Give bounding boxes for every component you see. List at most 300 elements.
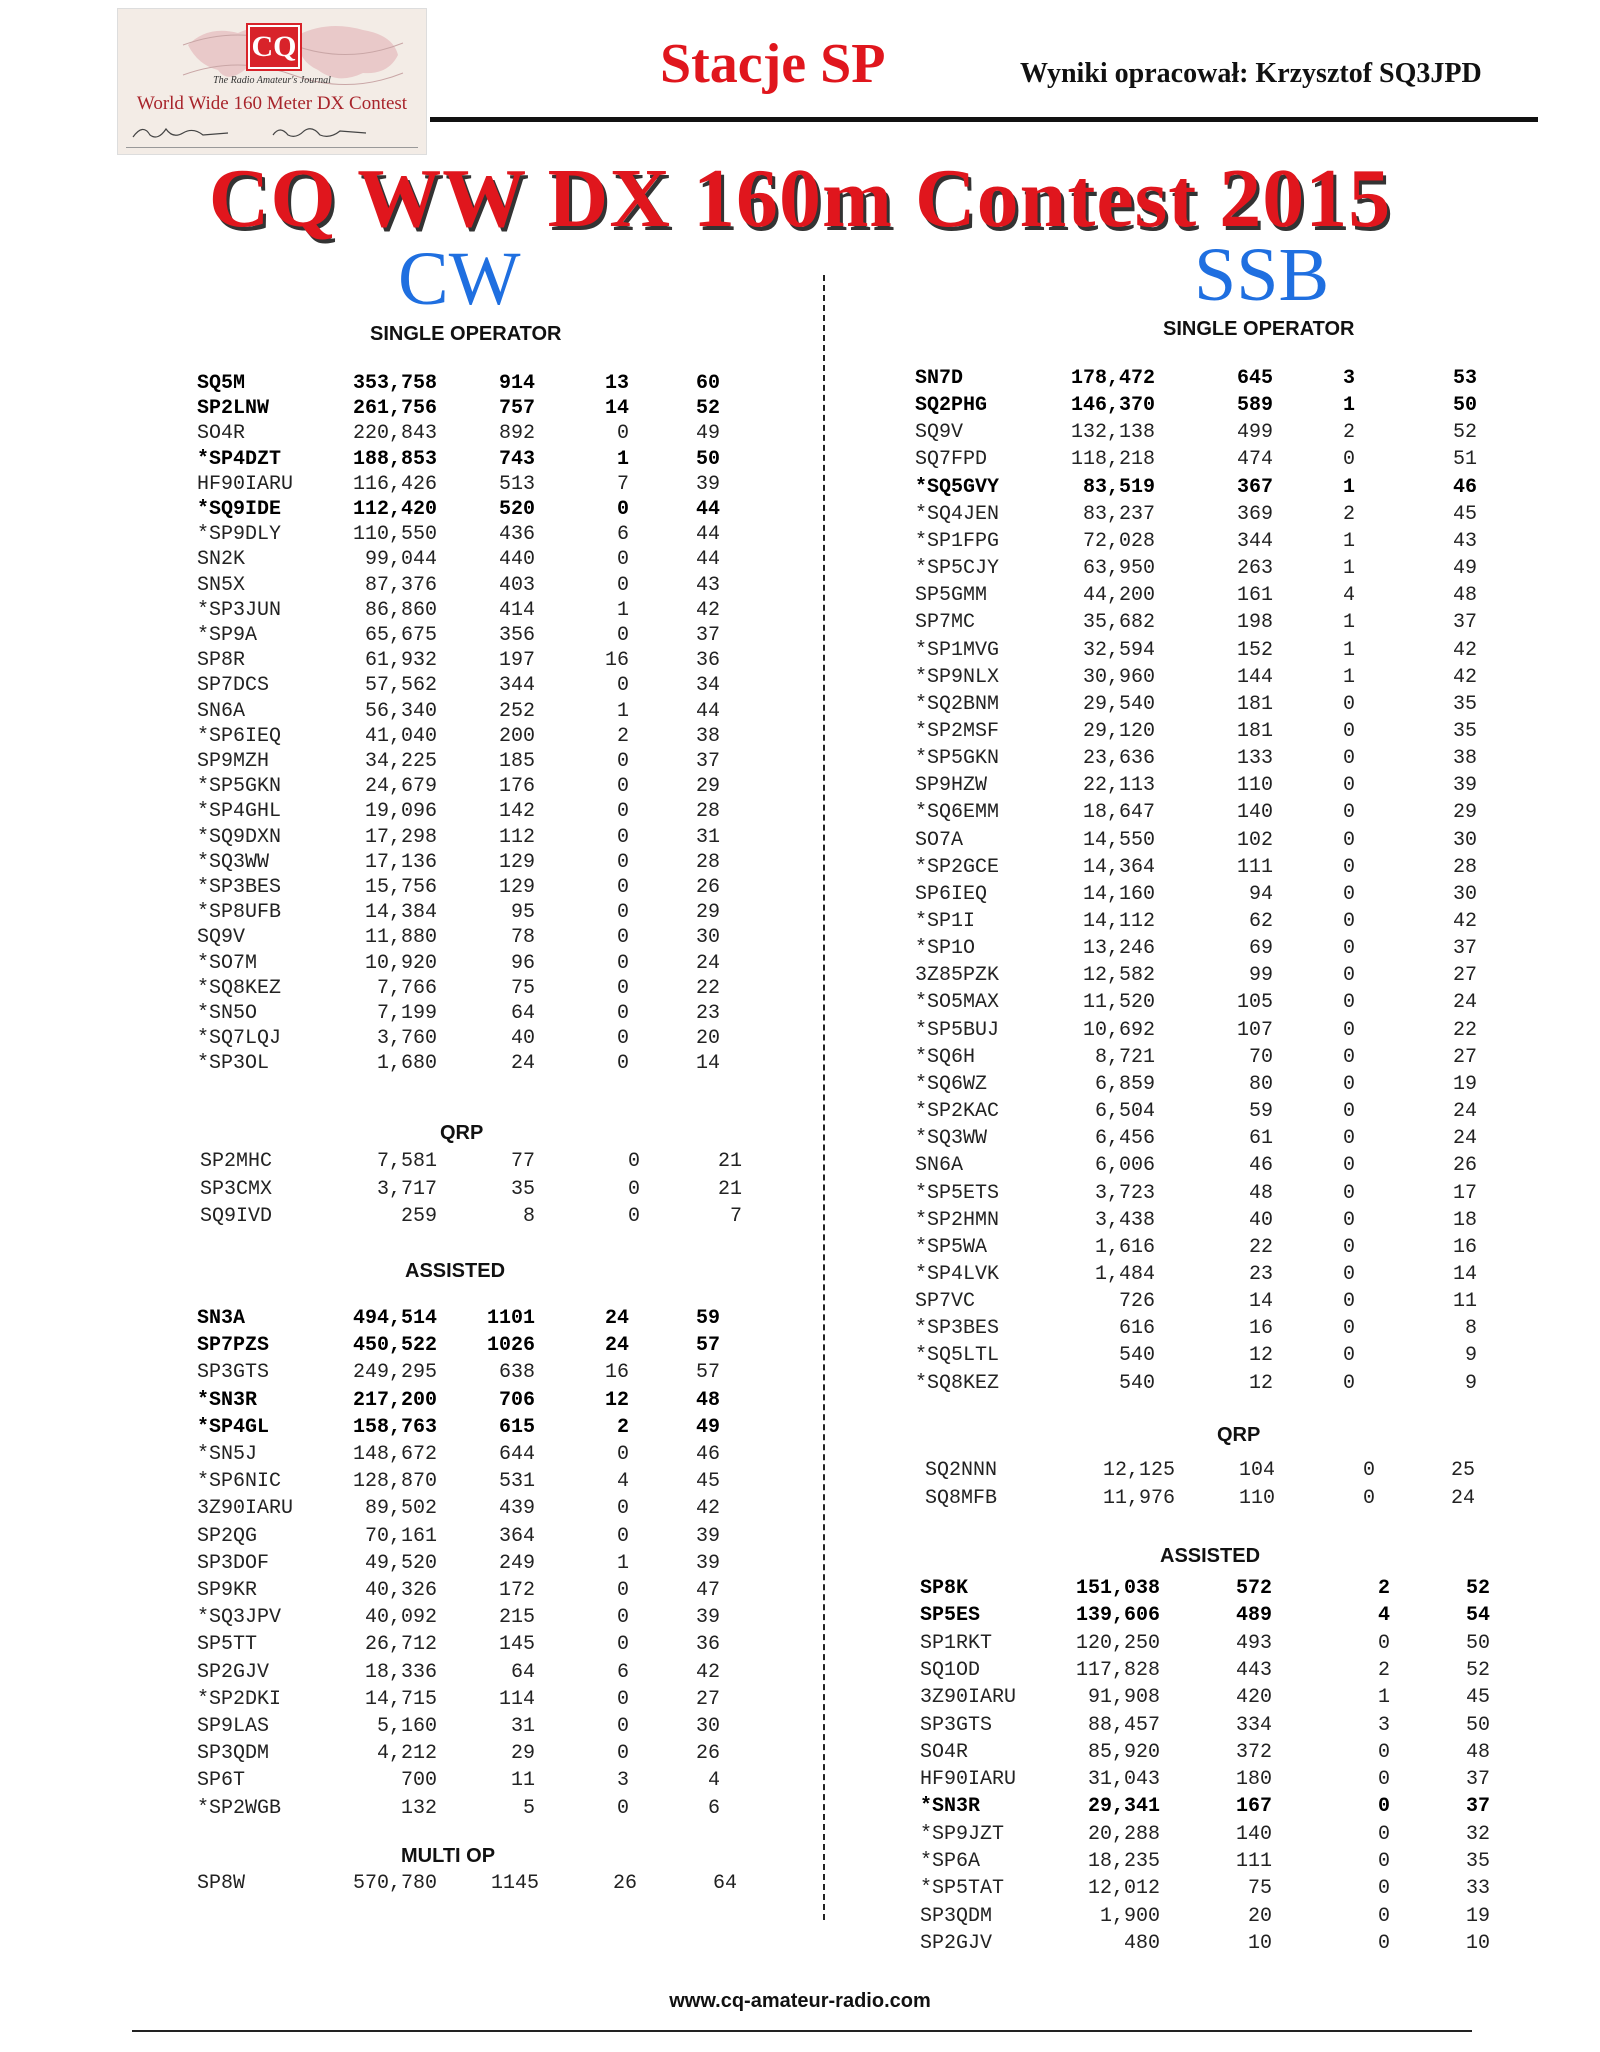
qsos-cell: 420 [1235,1686,1272,1709]
cq-160m-contest-logo [117,8,427,155]
qsos-cell: 23 [1248,1263,1273,1286]
qsos-cell: 252 [498,700,535,723]
zones-cell: 0 [1342,720,1355,743]
score-cell: 5,160 [376,1715,437,1738]
callsign-cell: SP2LNW [197,397,270,420]
qsos-cell: 64 [510,1002,535,1025]
callsign-cell: SP3DOF [197,1552,270,1575]
score-cell: 91,908 [1087,1686,1160,1709]
qsos-cell: 16 [1248,1317,1273,1340]
zones-cell: 0 [627,1178,640,1201]
zones-cell: 0 [616,1688,629,1711]
zones-cell: 2 [1342,503,1355,526]
table-row [197,1579,730,1605]
zones-cell: 0 [616,1027,629,1050]
callsign-cell: *SP3BES [915,1317,1000,1340]
table-row [197,1361,730,1387]
zones-cell: 0 [1342,1344,1355,1367]
qsos-cell: 356 [498,624,535,647]
callsign-cell: *SO5MAX [915,991,1000,1014]
qsos-cell: 589 [1236,394,1273,417]
qsos-cell: 70 [1248,1046,1273,1069]
table-row [915,1344,1487,1370]
cw-assisted-heading: ASSISTED [405,1260,506,1282]
zones-cell: 0 [1342,1372,1355,1395]
countries-cell: 28 [695,800,720,823]
qsos-cell: 140 [1235,1823,1272,1846]
score-cell: 128,870 [352,1470,437,1493]
countries-cell: 29 [1452,801,1477,824]
table-row [915,421,1487,447]
score-cell: 570,780 [352,1872,437,1895]
qsos-cell: 14 [1248,1290,1273,1313]
countries-cell: 10 [1465,1932,1490,1955]
callsign-cell: SP9KR [197,1579,258,1602]
table-row [197,775,730,801]
zones-cell: 1 [1342,394,1355,417]
countries-cell: 52 [695,397,720,420]
callsign-cell: *SP9NLX [915,666,1000,689]
callsign-cell: *SP9JZT [920,1823,1005,1846]
table-row [197,800,730,826]
header-rule [430,117,1538,122]
table-row [197,1552,730,1578]
countries-cell: 9 [1464,1344,1477,1367]
table-row [915,1182,1487,1208]
zones-cell: 1 [616,599,629,622]
zones-cell: 3 [1342,367,1355,390]
table-row [915,584,1487,610]
countries-cell: 23 [695,1002,720,1025]
zones-cell: 0 [1342,1263,1355,1286]
zones-cell: 0 [616,574,629,597]
score-cell: 83,237 [1082,503,1155,526]
zones-cell: 0 [1342,1154,1355,1177]
callsign-cell: SP7VC [915,1290,976,1313]
zones-cell: 0 [1342,1290,1355,1313]
qsos-cell: 439 [498,1497,535,1520]
table-row [197,1525,730,1551]
qsos-cell: 111 [1235,1850,1272,1873]
callsign-cell: SP8W [197,1872,246,1895]
table-row [200,1150,752,1176]
score-cell: 540 [1118,1344,1155,1367]
score-cell: 117,828 [1075,1659,1160,1682]
countries-cell: 36 [695,649,720,672]
zones-cell: 0 [1342,1209,1355,1232]
countries-cell: 50 [695,448,720,471]
callsign-cell: SP9HZW [915,774,988,797]
qsos-cell: 198 [1236,611,1273,634]
qsos-cell: 181 [1236,693,1273,716]
zones-cell: 24 [604,1307,629,1330]
callsign-cell: SP8R [197,649,246,672]
zones-cell: 0 [616,1579,629,1602]
zones-cell: 0 [1377,1823,1390,1846]
callsign-cell: *SN5O [197,1002,258,1025]
score-cell: 17,136 [364,851,437,874]
qsos-cell: 181 [1236,720,1273,743]
countries-cell: 6 [707,1797,720,1820]
zones-cell: 0 [1342,1100,1355,1123]
qsos-cell: 364 [498,1525,535,1548]
zones-cell: 0 [1377,1905,1390,1928]
score-cell: 151,038 [1075,1577,1160,1600]
score-cell: 3,760 [376,1027,437,1050]
countries-cell: 24 [1452,1127,1477,1150]
qsos-cell: 20 [1247,1905,1272,1928]
qsos-cell: 372 [1235,1741,1272,1764]
zones-cell: 0 [616,422,629,445]
score-cell: 70,161 [364,1525,437,1548]
countries-cell: 21 [717,1150,742,1173]
qsos-cell: 31 [510,1715,535,1738]
table-row [197,851,730,877]
qsos-cell: 133 [1236,747,1273,770]
score-cell: 18,647 [1082,801,1155,824]
score-cell: 72,028 [1082,530,1155,553]
zones-cell: 4 [1377,1604,1390,1627]
qsos-cell: 46 [1248,1154,1273,1177]
cw-single-op-heading: SINGLE OPERATOR [370,323,562,345]
qsos-cell: 11 [510,1769,535,1792]
table-row [920,1632,1500,1658]
zones-cell: 0 [1342,1127,1355,1150]
table-row [915,1317,1487,1343]
table-row [197,674,730,700]
table-row [920,1577,1500,1603]
callsign-cell: SP3CMX [200,1178,273,1201]
table-row [197,700,730,726]
score-cell: 34,225 [364,750,437,773]
table-row [915,1100,1487,1126]
callsign-cell: SP7PZS [197,1334,270,1357]
qsos-cell: 263 [1236,557,1273,580]
zones-cell: 0 [616,1797,629,1820]
callsign-cell: SP2QG [197,1525,258,1548]
score-cell: 99,044 [364,548,437,571]
countries-cell: 11 [1452,1290,1477,1313]
zones-cell: 6 [616,523,629,546]
countries-cell: 37 [695,624,720,647]
qsos-cell: 914 [498,372,535,395]
countries-cell: 45 [695,1470,720,1493]
countries-cell: 24 [1452,1100,1477,1123]
callsign-cell: SN3A [197,1307,246,1330]
table-row [915,367,1487,393]
score-cell: 30,960 [1082,666,1155,689]
qsos-cell: 644 [498,1443,535,1466]
countries-cell: 50 [1465,1632,1490,1655]
qsos-cell: 414 [498,599,535,622]
table-row [920,1795,1500,1821]
qsos-cell: 493 [1235,1632,1272,1655]
table-row [197,574,730,600]
qsos-cell: 615 [498,1416,535,1439]
countries-cell: 36 [695,1633,720,1656]
countries-cell: 30 [1452,829,1477,852]
table-row [197,1661,730,1687]
callsign-cell: *SN5J [197,1443,258,1466]
countries-cell: 25 [1450,1459,1475,1482]
qsos-cell: 367 [1236,476,1273,499]
footer-rule [132,2030,1472,2032]
qsos-cell: 180 [1235,1768,1272,1791]
countries-cell: 54 [1465,1604,1490,1627]
countries-cell: 49 [695,1416,720,1439]
zones-cell: 0 [1342,1073,1355,1096]
table-row [197,1334,730,1360]
qsos-cell: 572 [1235,1577,1272,1600]
table-row [197,473,730,499]
table-row [197,1742,730,1768]
qsos-cell: 129 [498,876,535,899]
callsign-cell: SP6IEQ [915,883,988,906]
table-row [915,530,1487,556]
callsign-cell: *SP2HMN [915,1209,1000,1232]
zones-cell: 1 [1342,666,1355,689]
logo-subtitle: The Radio Amateur's Journal [213,75,331,86]
zones-cell: 4 [1342,584,1355,607]
score-cell: 3,438 [1094,1209,1155,1232]
zones-cell: 0 [616,1606,629,1629]
zones-cell: 0 [1377,1877,1390,1900]
countries-cell: 48 [695,1389,720,1412]
countries-cell: 39 [695,1606,720,1629]
zones-cell: 0 [616,775,629,798]
qsos-cell: 161 [1236,584,1273,607]
zones-cell: 2 [616,1416,629,1439]
countries-cell: 52 [1465,1659,1490,1682]
callsign-cell: SP3GTS [920,1714,993,1737]
zones-cell: 0 [1342,883,1355,906]
zones-cell: 1 [616,1552,629,1575]
table-row [915,639,1487,665]
qsos-cell: 78 [510,926,535,949]
table-row [197,599,730,625]
table-row [920,1823,1500,1849]
qsos-cell: 185 [498,750,535,773]
score-cell: 132,138 [1070,421,1155,444]
countries-cell: 19 [1465,1905,1490,1928]
countries-cell: 14 [695,1052,720,1075]
callsign-cell: SQ1OD [920,1659,981,1682]
footer-url: www.cq-amateur-radio.com [669,1990,931,2012]
zones-cell: 0 [616,901,629,924]
callsign-cell: SQ8MFB [925,1487,998,1510]
callsign-cell: *SO7M [197,952,258,975]
zones-cell: 1 [1342,611,1355,634]
qsos-cell: 152 [1236,639,1273,662]
table-row [200,1178,752,1204]
score-cell: 4,212 [376,1742,437,1765]
score-cell: 31,043 [1087,1768,1160,1791]
table-row [197,952,730,978]
callsign-cell: SP5TT [197,1633,258,1656]
countries-cell: 42 [1452,666,1477,689]
countries-cell: 8 [1464,1317,1477,1340]
zones-cell: 0 [616,1002,629,1025]
zones-cell: 0 [1342,991,1355,1014]
countries-cell: 38 [695,725,720,748]
cw-qrp-heading: QRP [440,1122,484,1144]
score-cell: 12,582 [1082,964,1155,987]
table-row [915,1263,1487,1289]
countries-cell: 17 [1452,1182,1477,1205]
qsos-cell: 531 [498,1470,535,1493]
score-cell: 56,340 [364,700,437,723]
qsos-cell: 104 [1238,1459,1275,1482]
qsos-cell: 489 [1235,1604,1272,1627]
countries-cell: 43 [695,574,720,597]
countries-cell: 60 [695,372,720,395]
zones-cell: 0 [616,1525,629,1548]
qsos-cell: 499 [1236,421,1273,444]
score-cell: 616 [1118,1317,1155,1340]
zones-cell: 7 [616,473,629,496]
zones-cell: 0 [616,498,629,521]
qsos-cell: 144 [1236,666,1273,689]
table-row [197,498,730,524]
countries-cell: 27 [1452,1046,1477,1069]
countries-cell: 24 [695,952,720,975]
table-row [915,557,1487,583]
zones-cell: 0 [616,1633,629,1656]
callsign-cell: SP2GJV [197,1661,270,1684]
score-cell: 217,200 [352,1389,437,1412]
zones-cell: 1 [1377,1686,1390,1709]
zones-cell: 0 [1377,1932,1390,1955]
callsign-cell: SQ5M [197,372,246,395]
qsos-cell: 12 [1248,1372,1273,1395]
qsos-cell: 197 [498,649,535,672]
zones-cell: 0 [627,1150,640,1173]
zones-cell: 24 [604,1334,629,1357]
callsign-cell: SN6A [915,1154,964,1177]
table-row [920,1932,1500,1958]
callsign-cell: SP2MHC [200,1150,273,1173]
zones-cell: 0 [616,548,629,571]
countries-cell: 16 [1452,1236,1477,1259]
countries-cell: 31 [695,826,720,849]
zones-cell: 0 [1342,910,1355,933]
qsos-cell: 5 [522,1797,535,1820]
countries-cell: 37 [1465,1795,1490,1818]
zones-cell: 0 [1342,693,1355,716]
mode-heading-ssb: SSB [1194,233,1330,317]
score-cell: 41,040 [364,725,437,748]
callsign-cell: *SP4GL [197,1416,270,1439]
countries-cell: 52 [1465,1577,1490,1600]
zones-cell: 0 [616,876,629,899]
score-cell: 6,504 [1094,1100,1155,1123]
score-cell: 1,680 [376,1052,437,1075]
score-cell: 18,235 [1087,1850,1160,1873]
callsign-cell: SQ2PHG [915,394,988,417]
zones-cell: 0 [1377,1741,1390,1764]
callsign-cell: SO7A [915,829,964,852]
score-cell: 57,562 [364,674,437,697]
score-cell: 450,522 [352,1334,437,1357]
zones-cell: 0 [1342,1046,1355,1069]
callsign-cell: *SQ3WW [915,1127,988,1150]
table-row [915,1209,1487,1235]
countries-cell: 47 [695,1579,720,1602]
callsign-cell: *SP4DZT [197,448,282,471]
qsos-cell: 638 [498,1361,535,1384]
score-cell: 8,721 [1094,1046,1155,1069]
callsign-cell: SO4R [197,422,246,445]
zones-cell: 0 [1342,774,1355,797]
zones-cell: 1 [616,700,629,723]
table-row [915,937,1487,963]
qsos-cell: 140 [1236,801,1273,824]
qsos-cell: 200 [498,725,535,748]
table-row [915,693,1487,719]
qsos-cell: 645 [1236,367,1273,390]
score-cell: 10,692 [1082,1019,1155,1042]
table-row [915,883,1487,909]
score-cell: 7,199 [376,1002,437,1025]
table-row [920,1741,1500,1767]
countries-cell: 45 [1465,1686,1490,1709]
zones-cell: 0 [1342,1019,1355,1042]
table-row [915,1290,1487,1316]
countries-cell: 14 [1452,1263,1477,1286]
callsign-cell: *SP6NIC [197,1470,282,1493]
table-row [915,991,1487,1017]
score-cell: 32,594 [1082,639,1155,662]
zones-cell: 0 [1342,829,1355,852]
callsign-cell: HF90IARU [197,473,294,496]
table-row [197,1497,730,1523]
callsign-cell: SP8K [920,1577,969,1600]
score-cell: 259 [400,1205,437,1228]
score-cell: 49,520 [364,1552,437,1575]
table-row [925,1487,1485,1513]
zones-cell: 0 [616,826,629,849]
table-row [915,910,1487,936]
table-row [920,1714,1500,1740]
zones-cell: 3 [1377,1714,1390,1737]
zones-cell: 6 [616,1661,629,1684]
callsign-cell: *SQ5LTL [915,1344,1000,1367]
score-cell: 14,715 [364,1688,437,1711]
callsign-cell: *SP5ETS [915,1182,1000,1205]
countries-cell: 43 [1452,530,1477,553]
signature-2 [268,121,378,143]
qsos-cell: 344 [498,674,535,697]
countries-cell: 50 [1465,1714,1490,1737]
section-label: Stacje SP [660,33,886,95]
zones-cell: 2 [1377,1577,1390,1600]
qsos-cell: 520 [498,498,535,521]
countries-cell: 39 [1452,774,1477,797]
countries-cell: 44 [695,548,720,571]
score-cell: 158,763 [352,1416,437,1439]
qsos-cell: 107 [1236,1019,1273,1042]
zones-cell: 1 [616,448,629,471]
countries-cell: 9 [1464,1372,1477,1395]
zones-cell: 0 [627,1205,640,1228]
callsign-cell: 3Z90IARU [920,1686,1017,1709]
ssb-assisted-heading: ASSISTED [1160,1545,1261,1567]
countries-cell: 26 [695,876,720,899]
zones-cell: 16 [604,1361,629,1384]
score-cell: 480 [1123,1932,1160,1955]
table-row [920,1905,1500,1931]
countries-cell: 50 [1452,394,1477,417]
